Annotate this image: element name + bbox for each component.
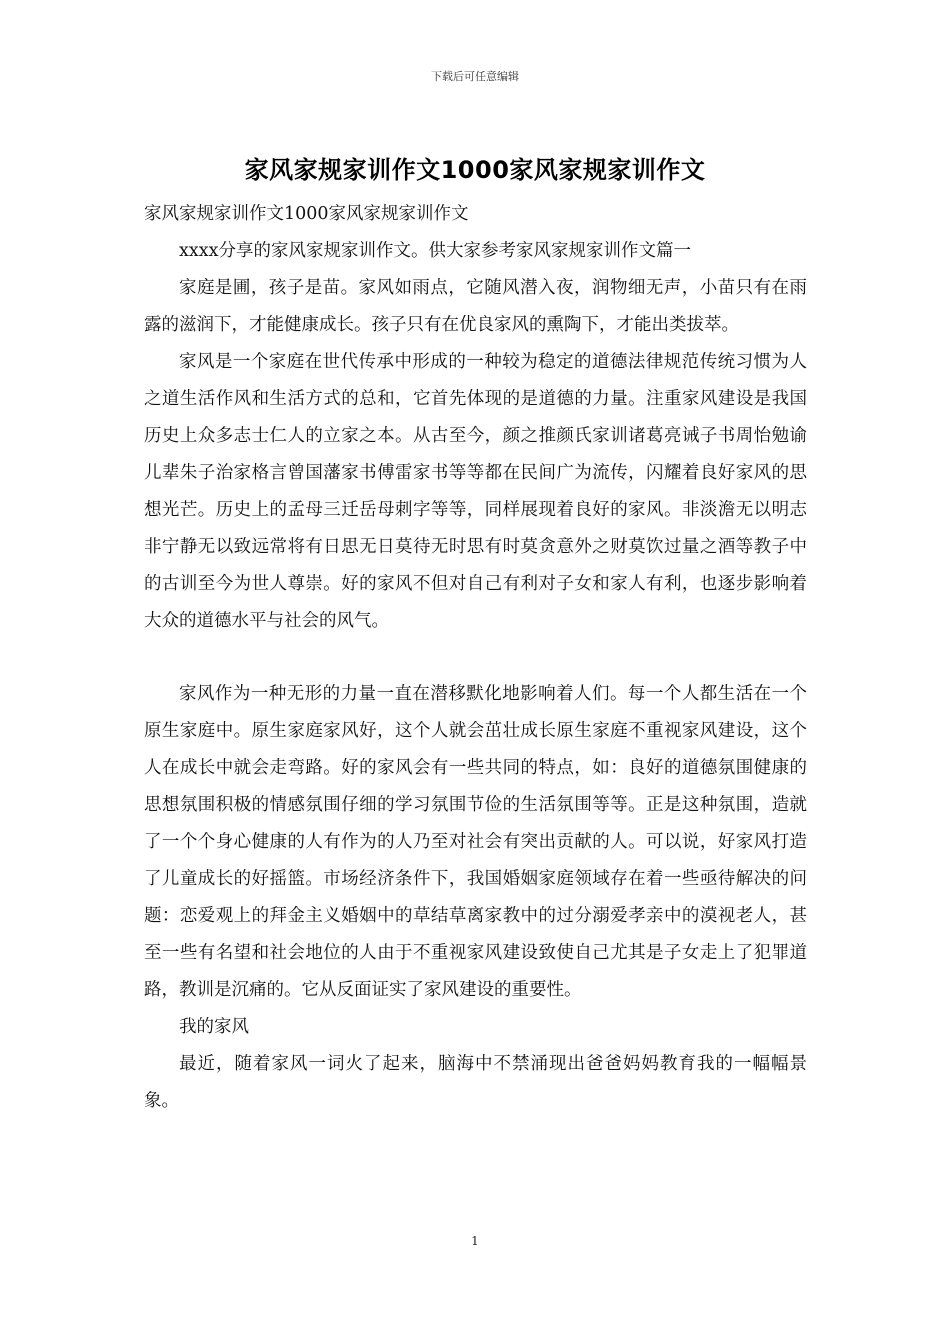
body-paragraph: 家风家规家训作文1000家风家规家训作文: [144, 204, 469, 224]
body-paragraph: xxxx分享的家风家规家训作文。供大家参考家风家规家训作文篇一: [179, 241, 691, 261]
body-paragraph: 家风作为一种无形的力量一直在潜移默化地影响着人们。每一个人都生活在一个原生家庭中。原生家庭家风好，这个人就会茁壮成长原生家庭不重视家风建设，这个人在成长中就会走弯路。好的家风会有一些共同的特点，如：良好的道德氛围健康的思想氛围积极的情感氛围仔细的学习氛围节俭的生活氛围等等。正是这种氛围，造就了一个个身心健康的人有作为的人乃至对社会有突出贡献的人。可以说，好家风打造了儿童成长的好摇篮。市场经济条件下，我国婚姻家庭领域存在着一些亟待解决的问题：恋爱观上的拜金主义婚姻中的草结草离家教中的过分溺爱孝亲中的漠视老人，甚至一些有名望和社会地位的人由于不重视家风建设致使自己尤其是子女走上了犯罪道路，教训是沉痛的。它从反面证实了家风建设的重要性。: [144, 684, 807, 1000]
document-body: [144, 196, 807, 1120]
body-paragraph: 家庭是圃，孩子是苗。家风如雨点，它随风潜入夜，润物细无声，小苗只有在雨露的滋润下，才能健康成长。孩子只有在优良家风的熏陶下，才能出类拔萃。: [144, 278, 807, 335]
document-title: 家风家规家训作文1000家风家规家训作文: [244, 156, 706, 184]
page-number: 1: [471, 1234, 479, 1248]
page-header-note: 下载后可任意编辑: [431, 70, 519, 83]
section-heading: 我的家风: [179, 1017, 249, 1037]
body-paragraph: 家风是一个家庭在世代传承中形成的一种较为稳定的道德法律规范传统习惯为人之道生活作风和生活方式的总和，它首先体现的是道德的力量。注重家风建设是我国历史上众多志士仁人的立家之本。从古至今，颜之推颜氏家训诸葛亮诫子书周怡勉谕儿辈朱子治家格言曾国藩家书傅雷家书等等都在民间广为流传，闪耀着良好家风的思想光芒。历史上的孟母三迁岳母刺字等等，同样展现着良好的家风。非淡澹无以明志非宁静无以致远常将有日思无日莫待无时思有时莫贪意外之财莫饮过量之酒等教子中的古训至今为世人尊崇。好的家风不但对自己有利对子女和家人有利，也逐步影响着大众的道德水平与社会的风气。: [144, 352, 807, 631]
body-paragraph: 最近，随着家风一词火了起来，脑海中不禁涌现出爸爸妈妈教育我的一幅幅景象。: [144, 1054, 807, 1111]
